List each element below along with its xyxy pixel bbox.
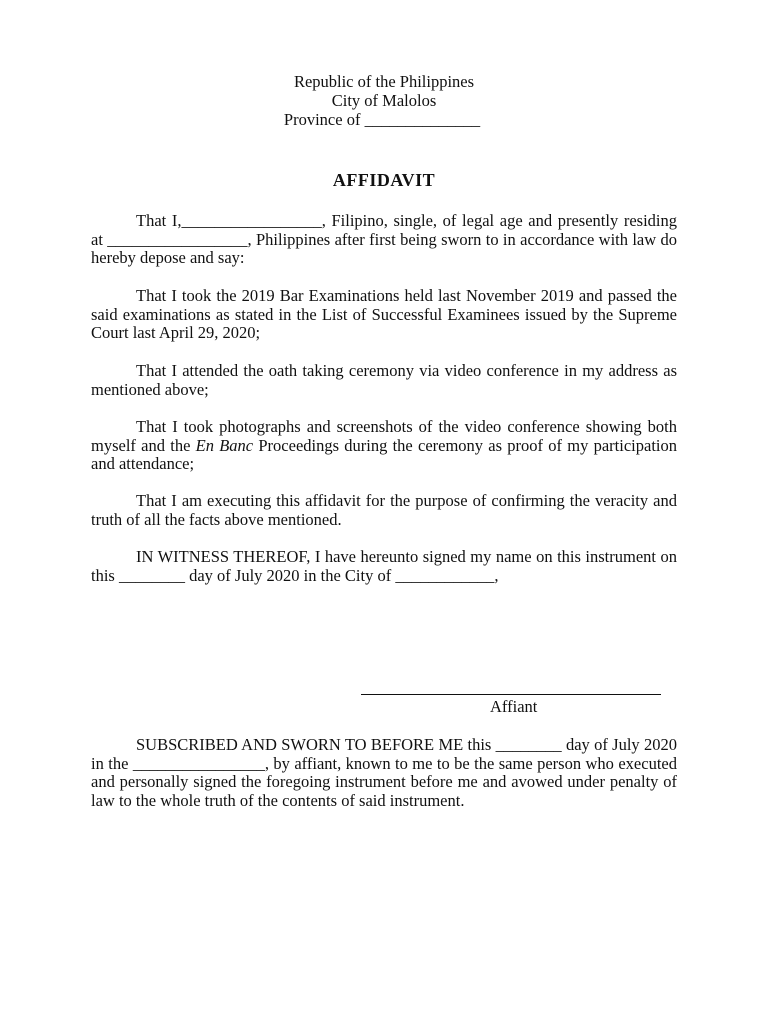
document-title: AFFIDAVIT <box>332 170 436 190</box>
photographs-text-start: That I took photographs and screenshots of the video conference showing both myself and the <box>91 417 677 455</box>
paragraph-jurat: SUBSCRIBED AND SWORN TO BEFORE ME this ________ day of July 2020 in the ________________, by affiant, known to me to be the same person who executed and personally signed the foregoing instrument before me and avowed under penalty of law to the whole truth of the contents of said instrument. <box>91 735 677 811</box>
paragraph-identity: That I,_________________, Filipino, single, of legal age and presently residing at _________________, Philippines after first being sworn to in accordance with law do hereby depose and say: <box>91 211 677 268</box>
en-banc-italic: En Banc <box>195 435 254 455</box>
signature-line <box>361 694 661 695</box>
affiant-label: Affiant <box>490 697 538 716</box>
paragraph-bar-exam: That I took the 2019 Bar Examinations held last November 2019 and passed the said examinations as stated in the List of Successful Examinees issued by the Supreme Court last April 29, 2020; <box>91 286 677 343</box>
paragraph-purpose: That I am executing this affidavit for the purpose of confirming the veracity and truth of all the facts above mentioned. <box>91 491 677 529</box>
header-city: City of Malolos <box>331 91 437 110</box>
photographs-text-end: Proceedings during the ceremony as proof of my participation and attendance; <box>91 435 677 474</box>
document-header <box>0 72 768 129</box>
paragraph-witness: IN WITNESS THEREOF, I have hereunto signed my name on this instrument on this ________ day of July 2020 in the City of ____________, <box>91 547 677 585</box>
header-republic: Republic of the Philippines <box>293 72 475 91</box>
paragraph-oath-taking: That I attended the oath taking ceremony via video conference in my address as mentioned above; <box>91 361 677 399</box>
paragraph-photographs <box>91 418 677 474</box>
header-province: Province of ______________ <box>283 110 481 129</box>
